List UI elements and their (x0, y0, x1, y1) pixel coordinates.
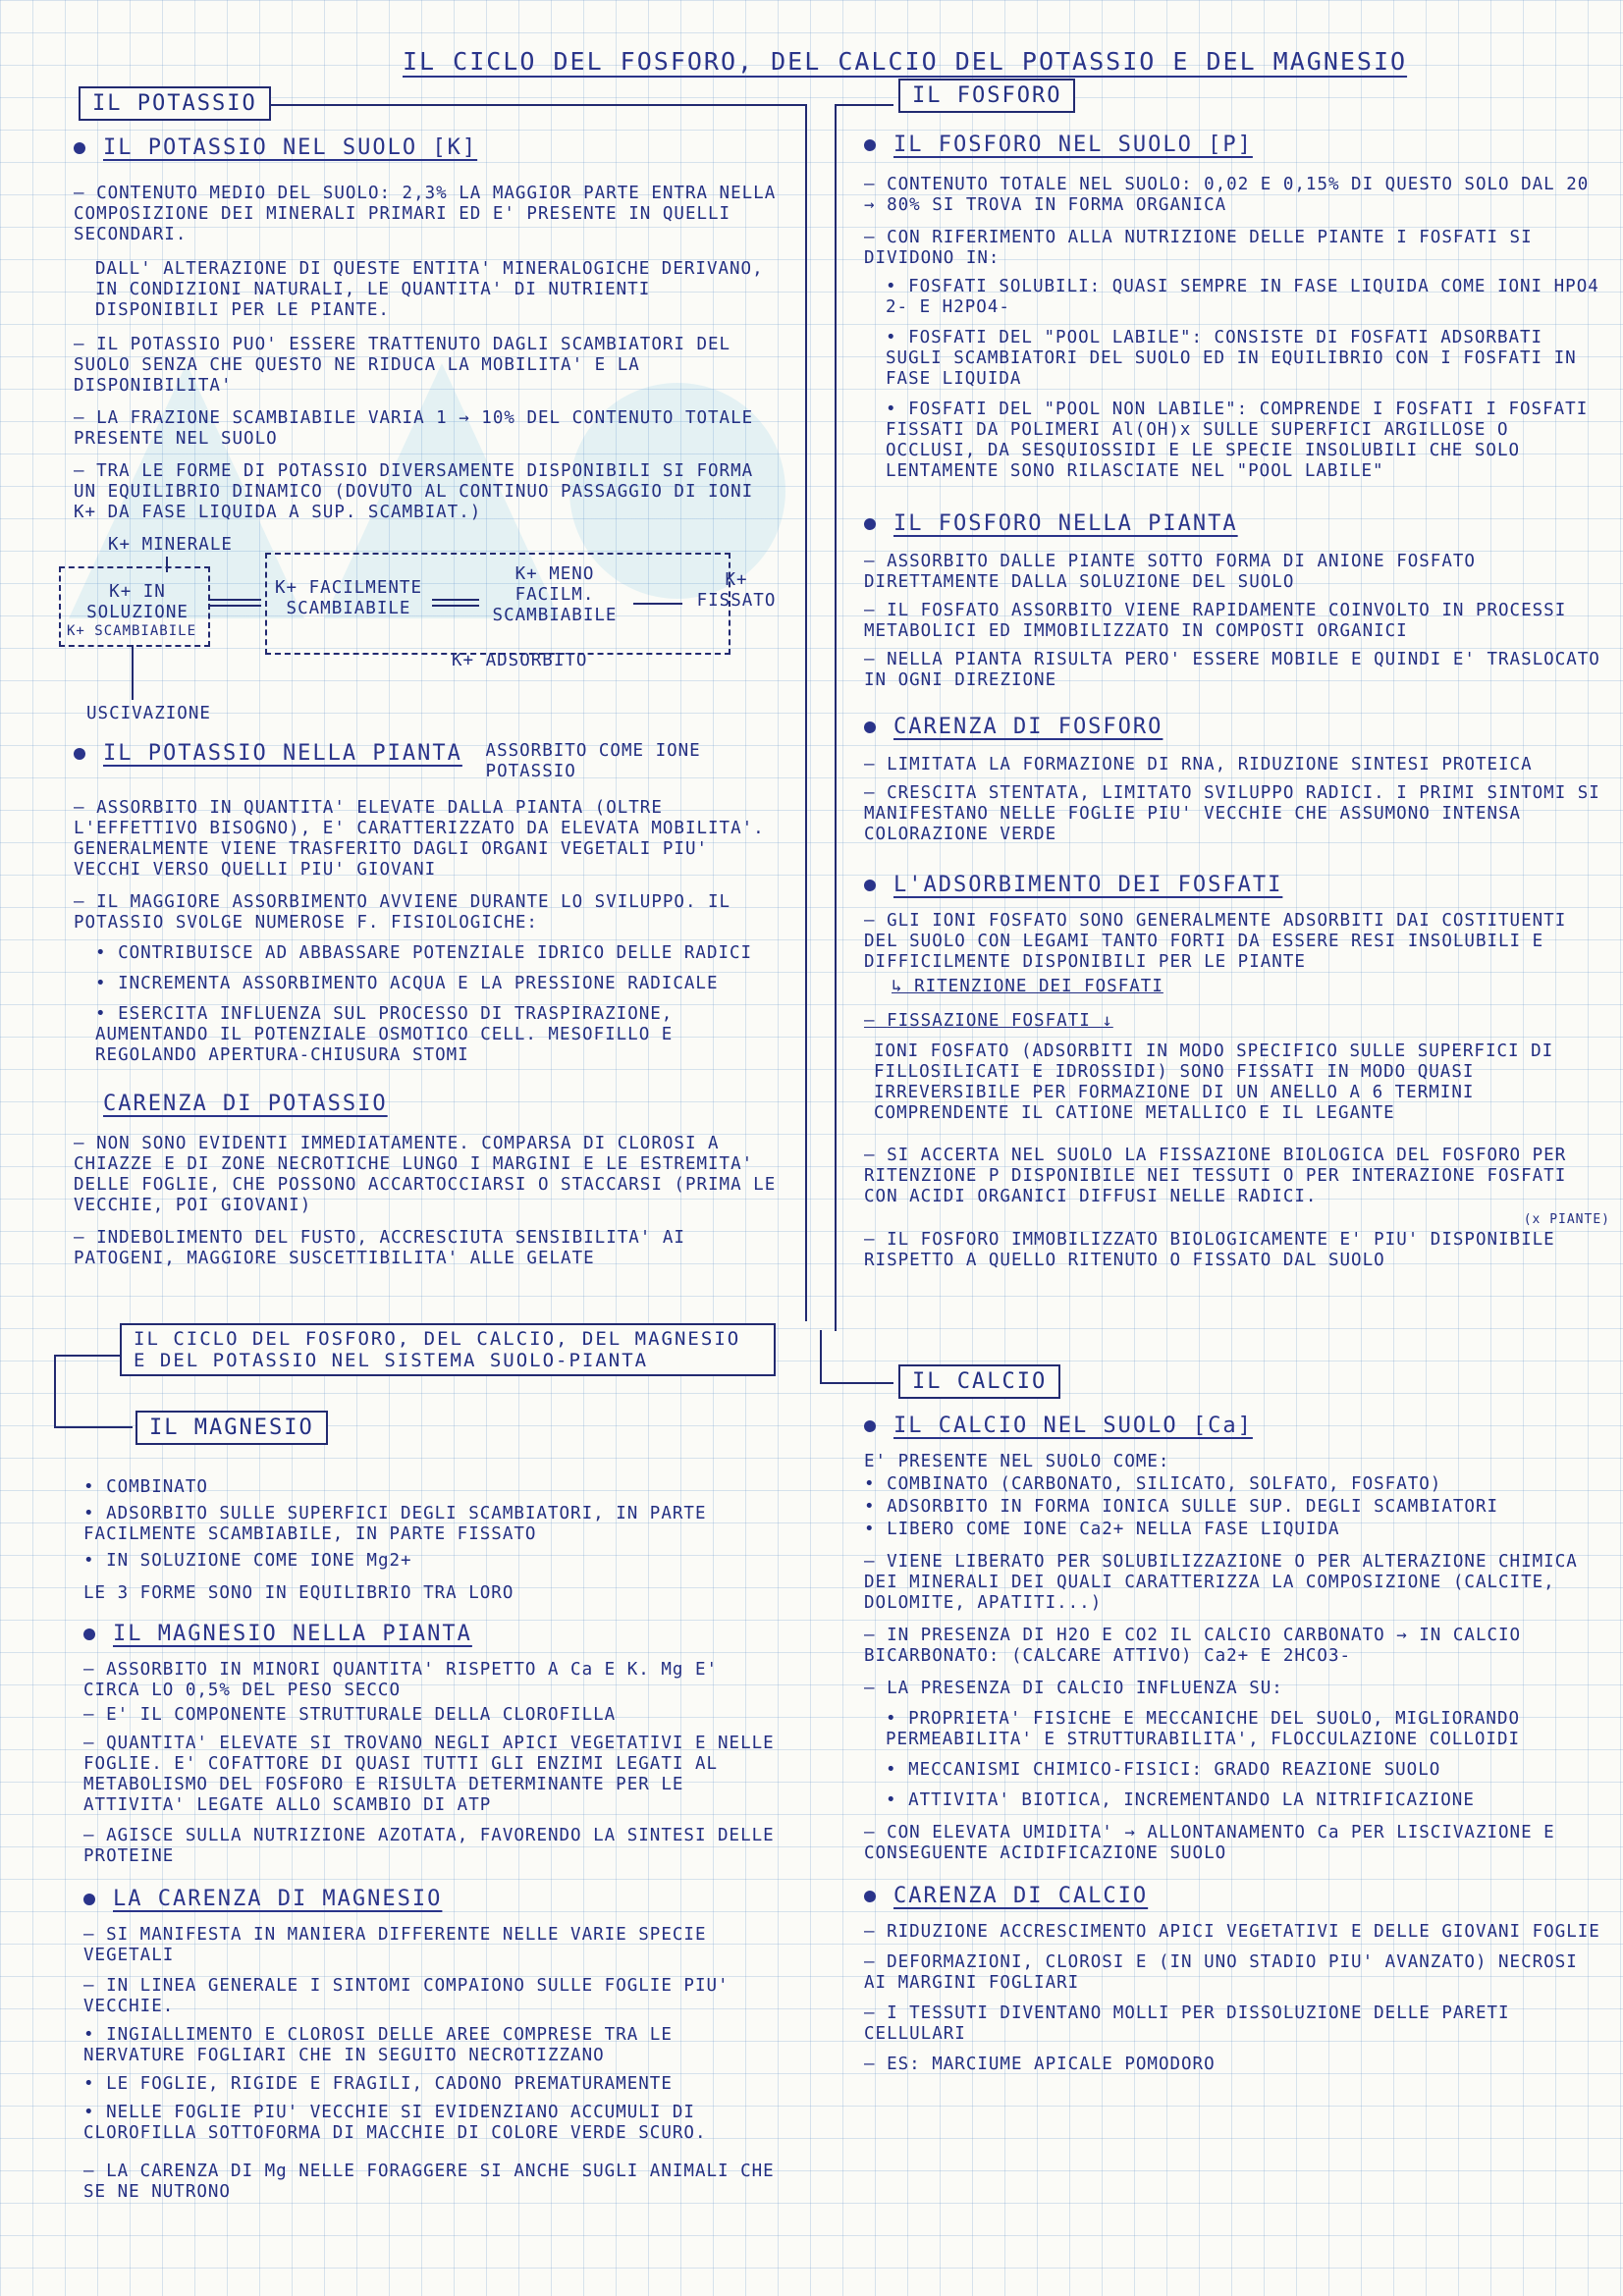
potassio-suolo-text: – TRA LE FORME DI POTASSIO DIVERSAMENTE DISPONIBILI SI FORMA UN EQUILIBRIO DINAMICO (DOVUTO AL CONTINUO PASSAGGIO DI IONI K+ DA FASE LIQUIDA A SUP. SCAMBIAT.) (74, 461, 785, 523)
diagram-node-fissato: K+ FISSATO (696, 570, 777, 611)
fosforo-suolo-point: • FOSFATI DEL "POOL LABILE": CONSISTE DI FOSFATI ADSORBATI SUGLI SCAMBIATORI DEL SUOLO ED IN EQUILIBRIO CON I FOSFATI IN FASE LIQUIDA (864, 328, 1610, 390)
fosforo-fissazione-text: IONI FOSFATO (ADSORBITI IN MODO SPECIFICO SULLE SUPERFICI DI FILLOSILICATI E IDROSSIDI) SONO FISSATI IN MODO QUASI IRREVERSIBILE PER FORMAZIONE DI UN ANELLO A 6 TERMINI COMPRENDENTE IL CATIONE METALLICO E IL LEGANTE (874, 1041, 1554, 1123)
calcio-forma: • LIBERO COME IONE Ca2+ NELLA FASE LIQUIDA (864, 1520, 1610, 1540)
potassio-suolo-text: DALL' ALTERAZIONE DI QUESTE ENTITA' MINERALOGICHE DERIVANO, IN CONDIZIONI NATURALI, LE QUANTITA' DI NUTRIENTI DISPONIBILI PER LE PIANTE. (95, 259, 764, 320)
magnesio-pianta-text: – AGISCE SULLA NUTRIZIONE AZOTATA, FAVORENDO LA SINTESI DELLE PROTEINE (83, 1826, 785, 1867)
center-box: IL CICLO DEL FOSFORO, DEL CALCIO, DEL MAGNESIO E DEL POTASSIO NEL SISTEMA SUOLO-PIANTA (120, 1323, 776, 1376)
potassio-suolo-section (74, 135, 785, 523)
potassio-pianta-text: – ASSORBITO IN QUANTITA' ELEVATE DALLA PIANTA (OLTRE L'EFFETTIVO BISOGNO), E' CARATTERIZZATO DA ELEVATA MOBILITA'. GENERALMENTE VIENE TRASFERITO DAGLI ORGANI VEGETALI PIU' VECCHI VERSO QUELLI PIU' GIOVANI (74, 798, 785, 881)
calcio-carenza-text: – ES: MARCIUME APICALE POMODORO (864, 2055, 1610, 2075)
potassio-suolo-text: – LA FRAZIONE SCAMBIABILE VARIA 1 → 10% DEL CONTENUTO TOTALE PRESENTE NEL SUOLO (74, 408, 785, 450)
connector-line (265, 104, 805, 106)
diagram-node-meno: K+ MENO FACILM. SCAMBIABILE (492, 564, 618, 625)
potassio-pianta-section (74, 741, 785, 1269)
bullet-icon (83, 1894, 95, 1905)
fosforo-fissazione-heading: – FISSAZIONE FOSFATI ↓ (864, 1011, 1610, 1032)
fosforo-bio-text: – SI ACCERTA NEL SUOLO LA FISSAZIONE BIOLOGICA DEL FOSFORO PER RITENZIONE P DISPONIBILE NEI TESSUTI O PER INTERAZIONE FOSFATI CON ACIDI ORGANICI DIFFUSI NELLE RADICI. (864, 1146, 1610, 1207)
diagram-node-soluzione: K+ IN SOLUZIONE (86, 582, 189, 622)
magnesio-forma: • COMBINATO (83, 1477, 785, 1498)
calcio-umidita: – CON ELEVATA UMIDITA' → ALLONTANAMENTO Ca PER LISCIVAZIONE E CONSEGUENTE ACIDIFICAZIONE SUOLO (864, 1823, 1610, 1864)
connector-line (54, 1355, 123, 1357)
calcio-suolo-heading: IL CALCIO NEL SUOLO [Ca] (893, 1414, 1253, 1438)
calcio-carenza-text: – RIDUZIONE ACCRESCIMENTO APICI VEGETATIVI E DELLE GIOVANI FOGLIE (864, 1922, 1610, 1943)
calcio-carenza-text: – DEFORMAZIONI, CLOROSI E (IN UNO STADIO PIU' AVANZATO) NECROSI AI MARGINI FOGLIARI (864, 1952, 1610, 1994)
diagram-node-facilmente: K+ FACILMENTE SCAMBIABILE (275, 578, 422, 618)
fosforo-carenza-text: – CRESCITA STENTATA, LIMITATO SVILUPPO RADICI. I PRIMI SINTOMI SI MANIFESTANO NELLE FOGLIE PIU' VECCHIE CHE ASSUMONO INTENSA COLORAZIONE VERDE (864, 783, 1610, 845)
bullet-icon (864, 1891, 876, 1902)
connector-line (805, 104, 807, 1321)
calcio-intro: E' PRESENTE NEL SUOLO COME: (864, 1452, 1170, 1471)
calcio-point: • PROPRIETA' FISICHE E MECCANICHE DEL SUOLO, MIGLIORANDO PERMEABILITA' E STRUTTURABILITA', FLOCCULAZIONE COLLOIDI (864, 1709, 1610, 1750)
fosforo-pianta-text: – IL FOSFATO ASSORBITO VIENE RAPIDAMENTE COINVOLTO IN PROCESSI METABOLICI ED IMMOBILIZZATO IN COMPOSTI ORGANICI (864, 601, 1610, 642)
bullet-icon (864, 518, 876, 530)
fosforo-section (864, 133, 1610, 1271)
bullet-icon (864, 139, 876, 151)
fosforo-ritenzione: ↳ RITENZIONE DEI FOSFATI (892, 977, 1163, 996)
potassio-pianta-text: – IL MAGGIORE ASSORBIMENTO AVVIENE DURANTE LO SVILUPPO. IL POTASSIO SVOLGE NUMEROSE F. FISIOLOGICHE: (74, 892, 785, 934)
magnesio-carenza-point: • NELLE FOGLIE PIU' VECCHIE SI EVIDENZIANO ACCUMULI DI CLOROFILLA SOTTOFORMA DI MACCHIE DI COLORE VERDE SCURO. (83, 2103, 785, 2144)
fosforo-adsorbimento-heading: L'ADSORBIMENTO DEI FOSFATI (893, 873, 1283, 897)
magnesio-carenza-text: – SI MANIFESTA IN MANIERA DIFFERENTE NELLE VARIE SPECIE VEGETALI (83, 1925, 785, 1966)
magnesio-forma: • ADSORBITO SULLE SUPERFICI DEGLI SCAMBIATORI, IN PARTE FACILMENTE SCAMBIABILE, IN PARTE FISSATO (83, 1504, 785, 1545)
potassio-pianta-point: • ESERCITA INFLUENZA SUL PROCESSO DI TRASPIRAZIONE, AUMENTANDO IL POTENZIALE OSMOTICO CELL. MESOFILLO E REGOLANDO APERTURA-CHIUSURA STOMI (74, 1004, 785, 1066)
fosforo-pianta-heading: IL FOSFORO NELLA PIANTA (893, 511, 1238, 536)
diagram-node-adsorbito: K+ ADSORBITO (452, 651, 588, 670)
connector-line (835, 104, 837, 1331)
magnesio-equilibrio: LE 3 FORME SONO IN EQUILIBRIO TRA LORO (83, 1583, 514, 1603)
bullet-icon (83, 1629, 95, 1640)
fosforo-suolo-text: – CON RIFERIMENTO ALLA NUTRIZIONE DELLE PIANTE I FOSFATI SI DIVIDONO IN: (864, 228, 1610, 269)
calcio-point: • ATTIVITA' BIOTICA, INCREMENTANDO LA NITRIFICAZIONE (864, 1790, 1610, 1811)
fosforo-carenza-text: – LIMITATA LA FORMAZIONE DI RNA, RIDUZIONE SINTESI PROTEICA (864, 755, 1610, 775)
magnesio-pianta-text: – ASSORBITO IN MINORI QUANTITA' RISPETTO A Ca E K. Mg E' CIRCA LO 0,5% DEL PESO SECCO (83, 1660, 785, 1701)
fosforo-bio-note: (x PIANTE) (1523, 1212, 1610, 1227)
diagram-node-scambiabile: K+ SCAMBIABILE (67, 623, 197, 639)
fosforo-pianta-text: – ASSORBITO DALLE PIANTE SOTTO FORMA DI ANIONE FOSFATO DIRETTAMENTE DALLA SOLUZIONE DEL SUOLO (864, 552, 1610, 593)
bullet-icon (864, 721, 876, 733)
calcio-text: – VIENE LIBERATO PER SOLUBILIZZAZIONE O PER ALTERAZIONE CHIMICA DEI MINERALI DEI QUALI CARATTERIZZA LA COMPOSIZIONE (CALCITE, DOLOMITE, APATITI...) (864, 1552, 1610, 1614)
diagram-node-minerale: K+ MINERALE (108, 535, 233, 555)
bullet-icon (74, 748, 85, 760)
bullet-icon (74, 142, 85, 154)
potassio-diagram (59, 535, 785, 731)
connector-line (835, 104, 893, 106)
calcio-forma: • COMBINATO (CARBONATO, SILICATO, SOLFATO, FOSFATO) (864, 1474, 1610, 1495)
magnesio-forma: • IN SOLUZIONE COME IONE Mg2+ (83, 1551, 785, 1572)
fosforo-bio-text: – IL FOSFORO IMMOBILIZZATO BIOLOGICAMENTE E' PIU' DISPONIBILE RISPETTO A QUELLO RITENUTO O FISSATO DAL SUOLO (864, 1230, 1610, 1271)
connector-line (54, 1355, 56, 1428)
potassio-pianta-note: ASSORBITO COME IONE POTASSIO (485, 741, 701, 781)
potassio-pianta-point: • CONTRIBUISCE AD ABBASSARE POTENZIALE IDRICO DELLE RADICI (74, 943, 785, 964)
fosforo-carenza-heading: CARENZA DI FOSFORO (893, 715, 1163, 739)
magnesio-section (83, 1477, 785, 2203)
potassio-carenza-text: – NON SONO EVIDENTI IMMEDIATAMENTE. COMPARSA DI CLOROSI A CHIAZZE E DI ZONE NECROTICHE LUNGO I MARGINI E LE ESTREMITA' DELLE FOGLIE, CHE POSSONO ACCARTOCCIARSI O STACCARSI (PRIMA LE VECCHIE, POI GIOVANI) (74, 1134, 785, 1216)
connector-line (820, 1382, 893, 1384)
potassio-pianta-point: • INCREMENTA ASSORBIMENTO ACQUA E LA PRESSIONE RADICALE (74, 974, 785, 994)
page-title: IL CICLO DEL FOSFORO, DEL CALCIO DEL POTASSIO E DEL MAGNESIO (403, 47, 1408, 76)
magnesio-pianta-text: – E' IL COMPONENTE STRUTTURALE DELLA CLOROFILLA (83, 1705, 785, 1726)
calcio-carenza-text: – I TESSUTI DIVENTANO MOLLI PER DISSOLUZIONE DELLE PARETI CELLULARI (864, 2003, 1610, 2045)
magnesio-carenza-point: • INGIALLIMENTO E CLOROSI DELLE AREE COMPRESE TRA LE NERVATURE FOGLIARI CHE IN SEGUITO NECROTIZZANO (83, 2025, 785, 2066)
calcio-section (864, 1414, 1610, 2075)
fosforo-pianta-text: – NELLA PIANTA RISULTA PERO' ESSERE MOBILE E QUINDI E' TRASLOCATO IN OGNI DIREZIONE (864, 650, 1610, 691)
potassio-carenza-text: – INDEBOLIMENTO DEL FUSTO, ACCRESCIUTA SENSIBILITA' AI PATOGENI, MAGGIORE SUSCETTIBILITA' ALLE GELATE (74, 1228, 785, 1269)
potassio-pianta-heading: IL POTASSIO NELLA PIANTA (103, 741, 462, 766)
magnesio-pianta-heading: IL MAGNESIO NELLA PIANTA (113, 1622, 472, 1646)
diagram-arrows (59, 535, 785, 731)
potassio-suolo-text: – CONTENUTO MEDIO DEL SUOLO: 2,3% LA MAGGIOR PARTE ENTRA NELLA COMPOSIZIONE DEI MINERALI PRIMARI ED E' PRESENTE IN QUELLI SECONDARI. (74, 184, 785, 245)
label-magnesio: IL MAGNESIO (135, 1411, 328, 1445)
label-calcio: IL CALCIO (898, 1364, 1060, 1399)
magnesio-carenza-point: • LE FOGLIE, RIGIDE E FRAGILI, CADONO PREMATURAMENTE (83, 2074, 785, 2095)
potassio-suolo-text: – IL POTASSIO PUO' ESSERE TRATTENUTO DAGLI SCAMBIATORI DEL SUOLO SENZA CHE QUESTO NE RIDUCA LA MOBILITA' E LA DISPONIBILITA' (74, 335, 785, 397)
calcio-forma: • ADSORBITO IN FORMA IONICA SULLE SUP. DEGLI SCAMBIATORI (864, 1497, 1610, 1518)
fosforo-suolo-heading: IL FOSFORO NEL SUOLO [P] (893, 133, 1253, 157)
diagram-node-uscivazione: USCIVAZIONE (86, 704, 211, 723)
fosforo-suolo-text: – CONTENUTO TOTALE NEL SUOLO: 0,02 E 0,15% DI QUESTO SOLO DAL 20 → 80% SI TROVA IN FORMA ORGANICA (864, 175, 1610, 216)
potassio-carenza-heading: CARENZA DI POTASSIO (103, 1092, 388, 1116)
bullet-icon (864, 1420, 876, 1432)
label-potassio: IL POTASSIO (79, 86, 271, 121)
fosforo-suolo-point: • FOSFATI DEL "POOL NON LABILE": COMPRENDE I FOSFATI I FOSFATI FISSATI DA POLIMERI Al(OH)x SULLE SUPERFICI ARGILLOSE O OCCLUSI, DA SESQUIOSSIDI E LE SPECIE INSOLUBILI CHE SOLO LENTAMENTE SONO RILASCIATE NEL "POOL LABILE" (864, 400, 1610, 482)
fosforo-suolo-point: • FOSFATI SOLUBILI: QUASI SEMPRE IN FASE LIQUIDA COME IONI HPO4 2- E H2PO4- (864, 277, 1610, 318)
calcio-text: – LA PRESENZA DI CALCIO INFLUENZA SU: (864, 1679, 1610, 1699)
fosforo-adsorbimento-text: – GLI IONI FOSFATO SONO GENERALMENTE ADSORBITI DAI COSTITUENTI DEL SUOLO CON LEGAMI TANTO FORTI DA ESSERE RESI INSOLUBILI E DIFFICILMENTE DISPONIBILI PER LE PIANTE (864, 911, 1610, 973)
magnesio-carenza-text: – LA CARENZA DI Mg NELLE FORAGGERE SI ANCHE SUGLI ANIMALI CHE SE NE NUTRONO (83, 2162, 785, 2203)
label-fosforo: IL FOSFORO (898, 79, 1075, 113)
calcio-text: – IN PRESENZA DI H2O E CO2 IL CALCIO CARBONATO → IN CALCIO BICARBONATO: (CALCARE ATTIVO) Ca2+ E 2HCO3- (864, 1626, 1610, 1667)
bullet-icon (864, 880, 876, 891)
connector-line (54, 1426, 133, 1428)
magnesio-carenza-heading: LA CARENZA DI MAGNESIO (113, 1887, 443, 1911)
calcio-carenza-heading: CARENZA DI CALCIO (893, 1884, 1149, 1908)
connector-line (820, 1330, 822, 1384)
potassio-suolo-heading: IL POTASSIO NEL SUOLO [K] (103, 135, 478, 160)
calcio-point: • MECCANISMI CHIMICO-FISICI: GRADO REAZIONE SUOLO (864, 1760, 1610, 1781)
magnesio-pianta-text: – QUANTITA' ELEVATE SI TROVANO NEGLI APICI VEGETATIVI E NELLE FOGLIE. E' COFATTORE DI QUASI TUTTI GLI ENZIMI LEGATI AL METABOLISMO DEL FOSFORO E RISULTA DETERMINANTE PER LE ATTIVITA' LEGATE ALLO SCAMBIO DI ATP (83, 1734, 785, 1816)
magnesio-carenza-text: – IN LINEA GENERALE I SINTOMI COMPAIONO SULLE FOGLIE PIU' VECCHIE. (83, 1976, 785, 2017)
